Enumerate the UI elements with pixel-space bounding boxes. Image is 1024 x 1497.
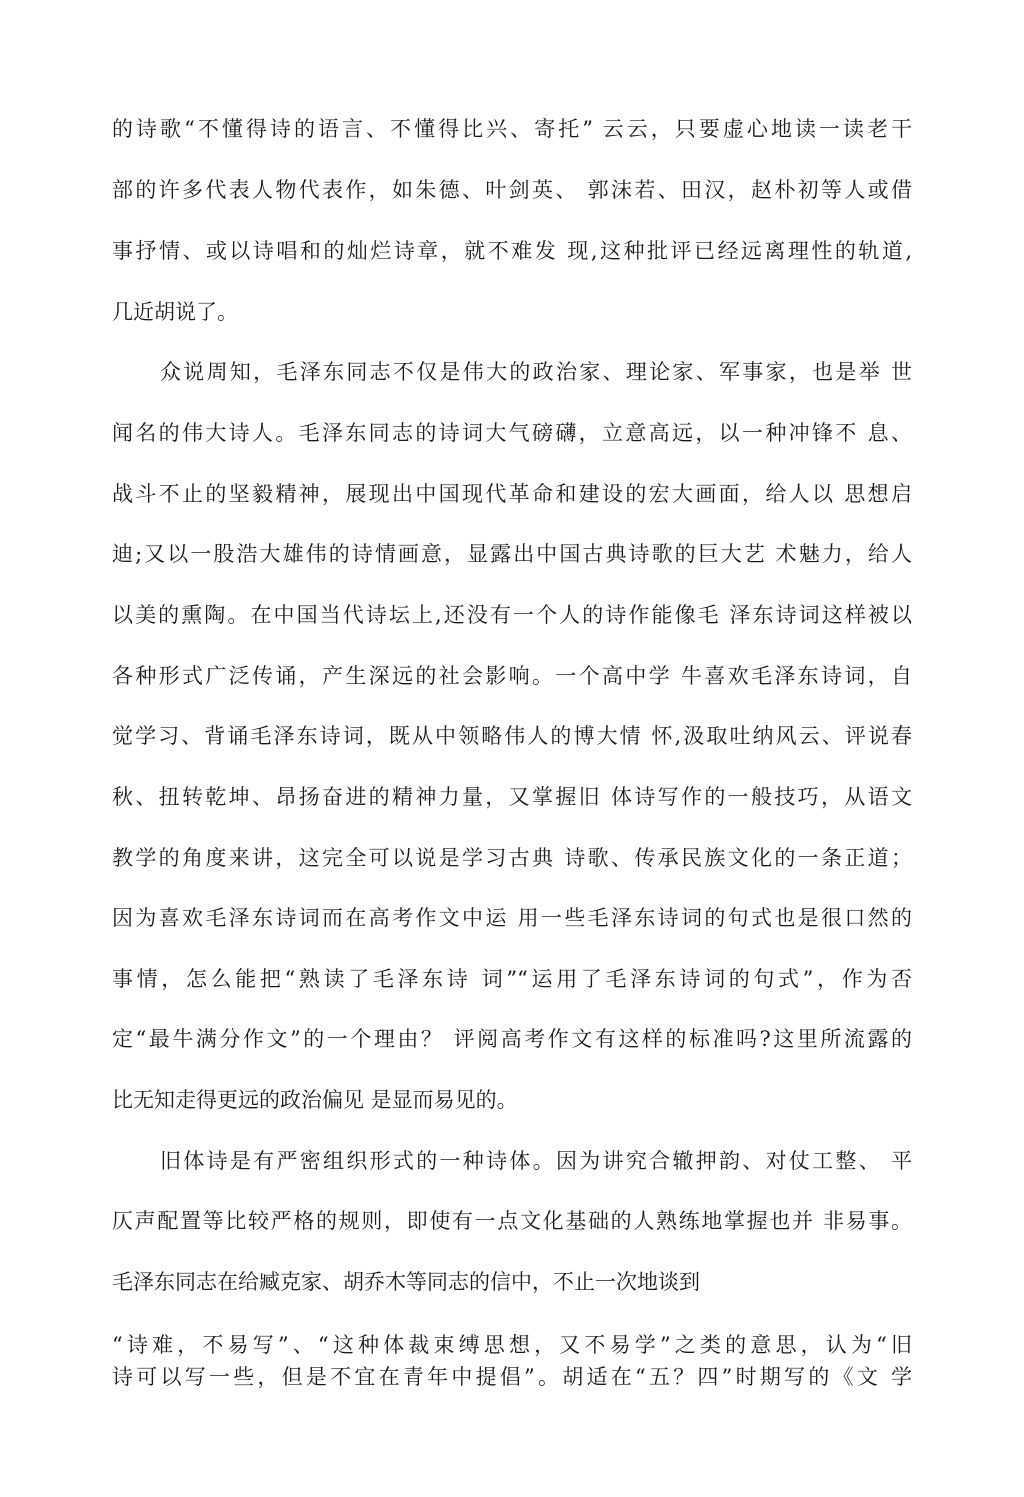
text-line: 闻名的伟大诗人。毛泽东同志的诗词大气磅礴，立意高远，以一种冲锋不 息、 xyxy=(112,421,912,445)
text-line: 几近胡说了。 xyxy=(112,300,238,324)
text-line: 诗可以写一些，但是不宜在青年中提倡”。胡适在“五？四”时期写的《文 学 xyxy=(112,1365,912,1389)
text-line: 觉学习、背诵毛泽东诗词，既从中领略伟人的博大情 怀,汲取吐纳风云、评说春 xyxy=(112,724,912,748)
text-line: 的诗歌“不懂得诗的语言、不懂得比兴、寄托” 云云，只要虚心地读一读老干 xyxy=(112,117,912,141)
text-line: 仄声配置等比较严格的规则，即使有一点文化基础的人熟练地掌握也并 非易事。 xyxy=(112,1209,912,1233)
text-line: 秋、扭转乾坤、昂扬奋进的精神力量，又掌握旧 体诗写作的一般技巧，从语文 xyxy=(112,785,912,809)
text-line: “诗难，不易写”、“这种体裁束缚思想，又不易学”之类的意思，认为“旧 xyxy=(112,1333,912,1357)
text-line: 比无知走得更远的政治偏见 是显而易见的。 xyxy=(112,1088,518,1112)
text-line: 众说周知，毛泽东同志不仅是伟大的政治家、理论家、军事家，也是举 世 xyxy=(160,360,912,384)
text-line: 事情，怎么能把“熟读了毛泽东诗 词”“运用了毛泽东诗词的句式”，作为否 xyxy=(112,967,912,991)
text-line: 迪;又以一股浩大雄伟的诗情画意，显露出中国古典诗歌的巨大艺 术魅力，给人 xyxy=(112,542,912,566)
text-line: 部的许多代表人物代表作，如朱德、叶剑英、 郭沫若、田汉，赵朴初等人或借 xyxy=(112,178,912,202)
text-line: 以美的熏陶。在中国当代诗坛上,还没有一个人的诗作能像毛 泽东诗词这样被以 xyxy=(112,603,912,627)
text-line: 旧体诗是有严密组织形式的一种诗体。因为讲究合辙押韵、对仗工整、 平 xyxy=(160,1149,912,1173)
text-line: 定“最牛满分作文”的一个理由？ 评阅高考作文有这样的标准吗?这里所流露的 xyxy=(112,1027,912,1051)
text-line: 因为喜欢毛泽东诗词而在高考作文中运 用一些毛泽东诗词的句式也是很口然的 xyxy=(112,906,912,930)
text-line: 战斗不止的坚毅精神，展现出中国现代革命和建设的宏大画面，给人以 思想启 xyxy=(112,482,912,506)
text-line: 毛泽东同志在给臧克家、胡乔木等同志的信中，不止一次地谈到 xyxy=(112,1270,700,1294)
text-line: 各种形式广泛传诵，产生深远的社会影响。一个高中学 牛喜欢毛泽东诗词，自 xyxy=(112,664,912,688)
text-line: 教学的角度来讲，这完全可以说是学习古典 诗歌、传承民族文化的一条正道； xyxy=(112,846,912,870)
text-line: 事抒情、或以诗唱和的灿烂诗章，就不难发 现,这种批评已经远离理性的轨道, xyxy=(112,239,912,263)
